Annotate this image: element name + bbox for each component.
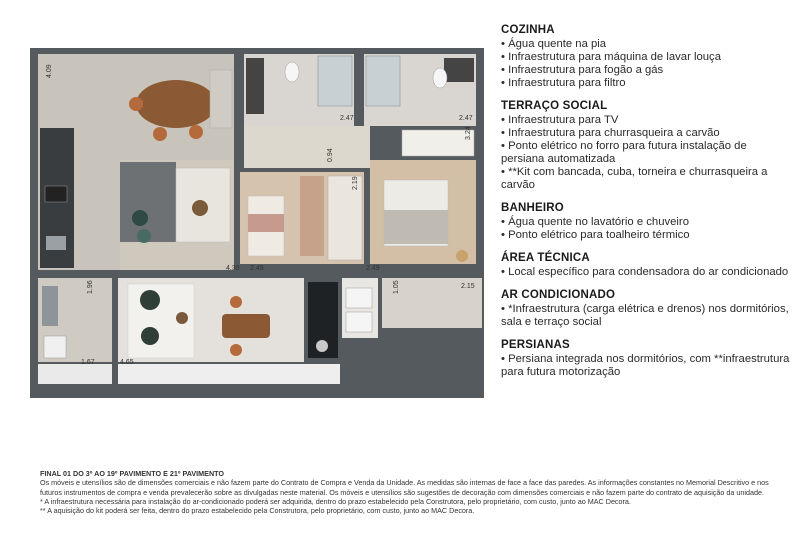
dimension-label: 0.94 (327, 148, 334, 162)
kitchen-sink (46, 236, 66, 250)
toilet-1 (285, 62, 299, 82)
dimension-label: 2.15 (461, 283, 475, 290)
laundry-sink (42, 286, 58, 326)
feature-item: • Infraestrutura para churrasqueira a carvão (501, 127, 720, 139)
footnote-title: FINAL 01 DO 3º AO 19º PAVIMENTO E 21º PAVIMENTO (40, 469, 225, 478)
dining-table (136, 80, 216, 128)
nightstand (456, 250, 468, 262)
hall-floor (244, 126, 370, 168)
footnote-line: Os móveis e utensílios são de dimensões comerciais e não fazem parte do Contrato de Compra e Venda da Unidade. As medidas são internas de face a face das paredes. As informações constantes no Memorial Descritivo e nos futuros instrumentos de compra e venda prevalecerão sobre as divulgadas neste material. Os móveis e utensílios são sugestões de decoração com dimensões comerciais e não fazem parte do contrato de aquisição da unidade. (40, 478, 769, 497)
vanity-2 (444, 58, 474, 82)
dimension-label: 2.47 (459, 115, 473, 122)
features-list (501, 24, 791, 389)
chair (189, 125, 203, 139)
dimension-label: 2.49 (366, 265, 380, 272)
kitchen-island (120, 162, 176, 242)
dimension-label: 3.24 (465, 126, 472, 140)
dimension-label: 2.49 (250, 265, 264, 272)
feature-item: • Infraestrutura para máquina de lavar louça (501, 51, 721, 63)
dimension-label: 2.19 (352, 176, 359, 190)
feature-section-technical (501, 252, 791, 279)
ac-unit (346, 312, 372, 332)
feature-item: • Água quente no lavatório e chuveiro (501, 216, 689, 228)
cooktop (45, 186, 67, 202)
feature-item: • Água quente na pia (501, 38, 607, 50)
feature-item: • Infraestrutura para filtro (501, 77, 626, 89)
terrace-table (222, 314, 270, 338)
vanity-1 (246, 58, 264, 114)
wardrobe-1 (402, 130, 474, 156)
section-title: BANHEIRO (501, 202, 564, 214)
chair (129, 97, 143, 111)
shower-1 (318, 56, 352, 106)
armchair (137, 229, 151, 243)
feature-item: • *Infraestrutura (carga elétrica e drenos) nos dormitórios, sala e terraço social (501, 303, 789, 328)
feature-item: • Persiana integrada nos dormitórios, com **infraestrutura para futura motorização (501, 353, 790, 378)
toilet-2 (433, 68, 447, 88)
armchair (132, 210, 148, 226)
shower-2 (366, 56, 400, 106)
feature-item: • Local específico para condensadora do ar condicionado (501, 266, 789, 278)
dimension-label: 4.39 (226, 265, 240, 272)
dimension-label: 2.47 (340, 115, 354, 122)
dimension-label: 4.65 (120, 359, 134, 366)
terrace-front-glass (118, 364, 340, 384)
feature-section-bathroom (501, 202, 791, 242)
coffee-table (192, 200, 208, 216)
section-title: AR CONDICIONADO (501, 289, 616, 301)
bed-2-blanket (248, 214, 284, 232)
section-title: TERRAÇO SOCIAL (501, 100, 608, 112)
feature-section-terrace (501, 100, 791, 192)
section-title: COZINHA (501, 24, 555, 36)
dimension-label: 1.05 (393, 280, 400, 294)
terrace-sink (316, 340, 328, 352)
footnote-line: * A infraestrutura necessária para instalação do ar-condicionado poderá ser adquirida, dentro do prazo estabelecido pela Construtora, pelo proprietário, com custo, junto ao MAC Decora. (40, 496, 631, 506)
section-title: PERSIANAS (501, 339, 570, 351)
chair (153, 127, 167, 141)
feature-section-kitchen (501, 24, 791, 90)
section-title: ÁREA TÉCNICA (501, 252, 590, 264)
feature-section-ac (501, 289, 791, 329)
desk-2 (300, 176, 324, 256)
footnote-line: ** A aquisição do kit poderá ser feita, dentro do prazo estabelecido pela Construtora, pelo proprietário, com custo, junto ao MAC Decora. (40, 506, 475, 516)
service-front (38, 364, 112, 384)
bed-1-blanket (384, 210, 448, 244)
dimension-label: 1.96 (87, 280, 94, 294)
feature-item: • Ponto elétrico no forro para futura instalação de persiana automatizada (501, 140, 747, 165)
footnotes (40, 469, 770, 515)
bench (210, 70, 232, 128)
feature-item: • Infraestrutura para fogão a gás (501, 64, 664, 76)
feature-item: • **Kit com bancada, cuba, torneira e churrasqueira a carvão (501, 166, 768, 191)
dimension-label: 4.09 (46, 64, 53, 78)
feature-item: • Ponto elétrico para toalheiro térmico (501, 229, 690, 241)
feature-section-blinds (501, 339, 791, 379)
chair (230, 296, 242, 308)
ac-unit (346, 288, 372, 308)
chair (230, 344, 242, 356)
lounge-chair (141, 327, 159, 345)
dimension-label: 1.67 (81, 359, 95, 366)
side-table (176, 312, 188, 324)
washer (44, 336, 66, 358)
feature-item: • Infraestrutura para TV (501, 114, 619, 126)
lounge-chair (140, 290, 160, 310)
